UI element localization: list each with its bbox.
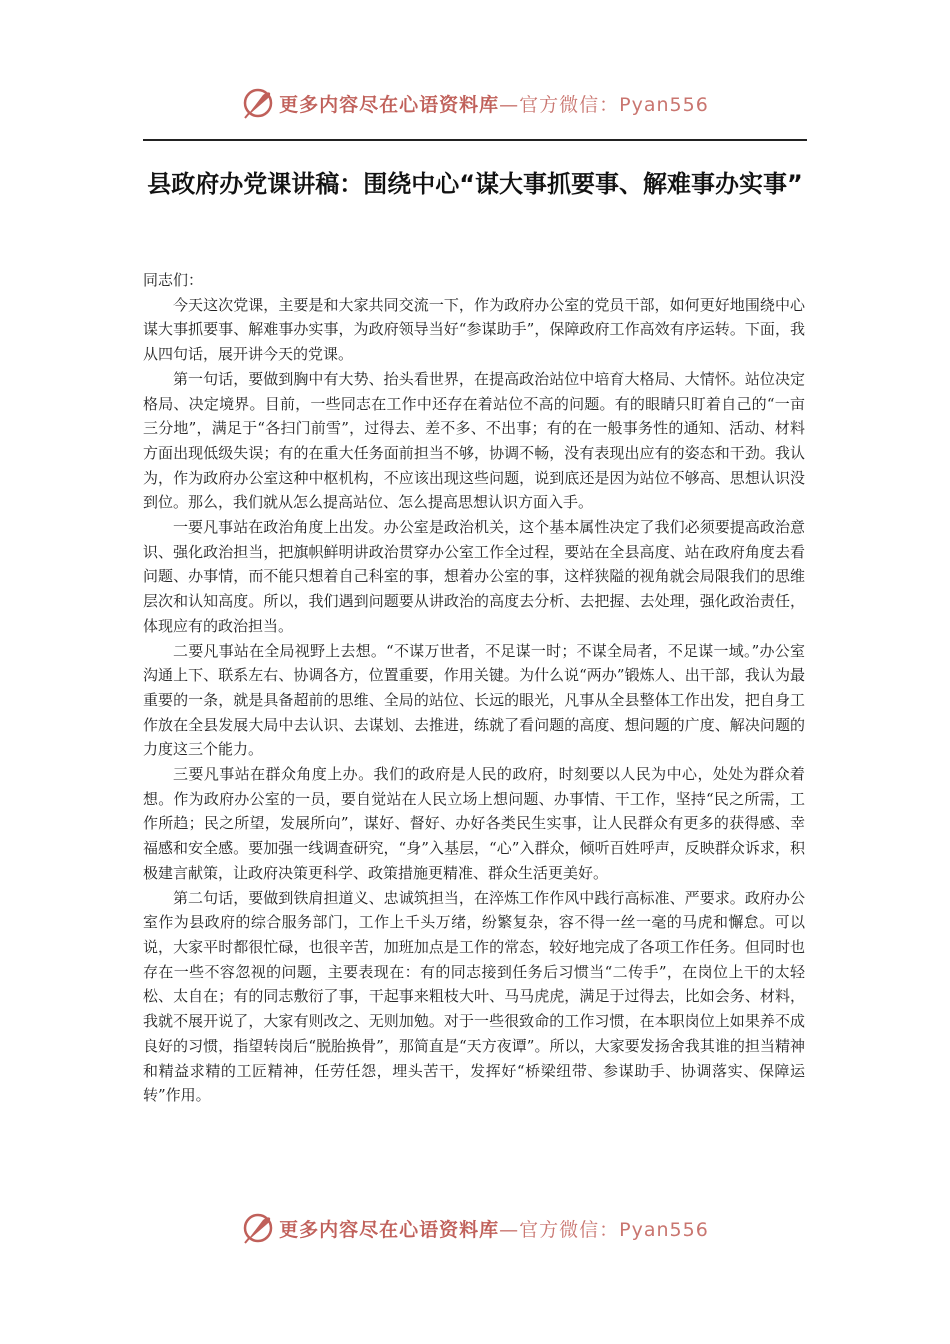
paragraph-1: 今天这次党课，主要是和大家共同交流一下，作为政府办公室的党员干部，如何更好地围绕中心谋大事抓要事、解难事办实事，为政府领导当好“参谋助手”，保障政府工作高效有序运转。下面，我从四句话，展开讲今天的党课。 bbox=[143, 295, 805, 364]
quill-logo-icon bbox=[241, 1211, 275, 1245]
paragraph-5: 三要凡事站在群众角度上办。我们的政府是人民的政府，时刻要以人民为中心，处处为群众着想。作为政府办公室的一员，要自觉站在人民立场上想问题、办事情、干工作，坚持“民之所需，工作所趋；民之所望，发展所向”，谋好、督好、办好各类民生实事，让人民群众有更多的获得感、幸福感和安全感。要加强一线调查研究，“身”入基层，“心”入群众，倾听百姓呼声，反映群众诉求，积极建言献策，让政府决策更科学、政策措施更精准、群众生活更美好。 bbox=[143, 765, 805, 882]
document-title: 县政府办党课讲稿：围绕中心“谋大事抓要事、解难事办实事” bbox=[147, 170, 803, 198]
banner-text bbox=[279, 1215, 709, 1242]
banner-wechat: 官方微信：Pyan556 bbox=[519, 1218, 709, 1241]
banner-wechat: 官方微信：Pyan556 bbox=[519, 93, 709, 116]
greeting: 同志们： bbox=[143, 271, 204, 289]
paragraph-4: 二要凡事站在全局视野上去想。“不谋万世者，不足谋一时；不谋全局者，不足谋一域。”办公室沟通上下、联系左右、协调各方，位置重要，作用关键。为什么说“两办”锻炼人、出干部，我认为最重要的一条，就是具备超前的思维、全局的站位、长远的眼光，凡事从全县整体工作出发，把自身工作放在全县发展大局中去认识、去谋划、去推进，练就了看问题的高度、想问题的广度、解决问题的力度这三个能力。 bbox=[143, 641, 805, 759]
header-rule bbox=[143, 139, 807, 141]
header-banner bbox=[0, 83, 950, 123]
banner-separator: — bbox=[499, 1218, 520, 1241]
banner-text bbox=[279, 90, 709, 117]
paragraph-3: 一要凡事站在政治角度上出发。办公室是政治机关，这个基本属性决定了我们必须要提高政治意识、强化政治担当，把旗帜鲜明讲政治贯穿办公室工作全过程，要站在全县高度、站在政府角度去看问题、办事情，而不能只想着自己科室的事，想着办公室的事，这样狭隘的视角就会局限我们的思维层次和认知高度。所以，我们遇到问题要从讲政治的高度去分析、去把握、去处理，强化政治责任，体现应有的政治担当。 bbox=[143, 518, 805, 635]
paragraph-6: 第二句话，要做到铁肩担道义、忠诚筑担当，在淬炼工作作风中践行高标准、严要求。政府办公室作为县政府的综合服务部门，工作上千头万绪，纷繁复杂，容不得一丝一毫的马虎和懈怠。可以说，大家平时都很忙碌，也很辛苦，加班加点是工作的常态，较好地完成了各项工作任务。但同时也存在一些不容忽视的问题，主要表现在：有的同志接到任务后习惯当“二传手”，在岗位上干的太轻松、太自在；有的同志敷衍了事，干起事来粗枝大叶、马马虎虎，满足于过得去，比如会务、材料，我就不展开说了，大家有则改之、无则加勉。对于一些很致命的工作习惯，在本职岗位上如果养不成良好的习惯，指望转岗后“脱胎换骨”，那简直是“天方夜谭”。所以，大家要发扬舍我其谁的担当精神和精益求精的工匠精神，任劳任怨，埋头苦干，发挥好“桥梁纽带、参谋助手、协调落实、保障运转”作用。 bbox=[143, 888, 805, 1105]
quill-logo-icon bbox=[241, 86, 275, 120]
document-body bbox=[143, 268, 805, 1108]
banner-brand: 更多内容尽在心语资料库 bbox=[279, 93, 500, 116]
footer-banner bbox=[0, 1208, 950, 1248]
banner-separator: — bbox=[499, 93, 520, 116]
paragraph-2: 第一句话，要做到胸中有大势、抬头看世界，在提高政治站位中培育大格局、大情怀。站位决定格局、决定境界。目前，一些同志在工作中还存在着站位不高的问题。有的眼睛只盯着自己的“一亩三分地”，满足于“各扫门前雪”，过得去、差不多、不出事；有的在一般事务性的通知、活动、材料方面出现低级失误；有的在重大任务面前担当不够，协调不畅，没有表现出应有的姿态和干劲。我认为，作为政府办公室这种中枢机构，不应该出现这些问题，说到底还是因为站位不够高、思想认识没到位。那么，我们就从怎么提高站位、怎么提高思想认识方面入手。 bbox=[143, 369, 805, 512]
banner-brand: 更多内容尽在心语资料库 bbox=[279, 1218, 500, 1241]
